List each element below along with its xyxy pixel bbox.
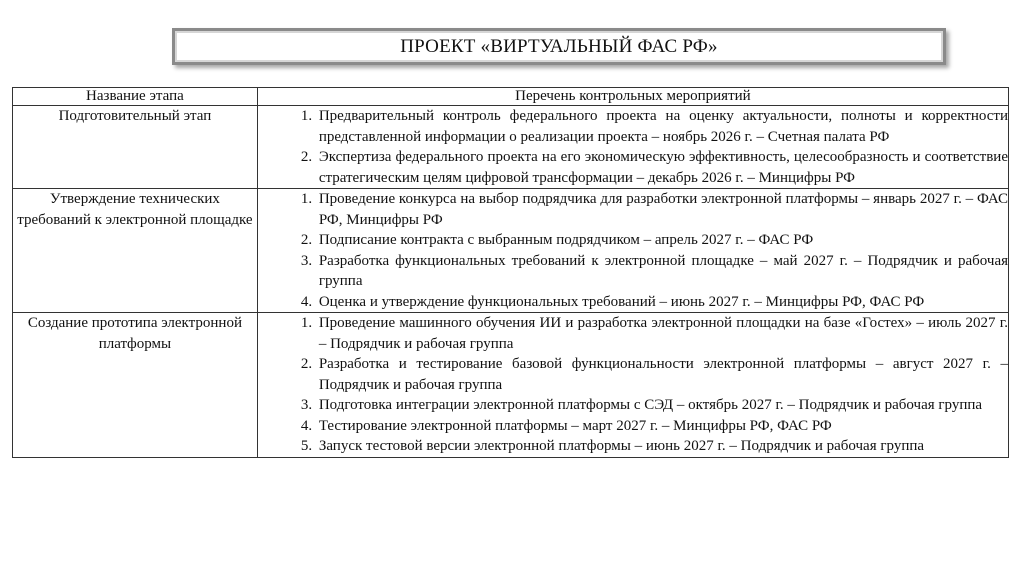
stages-table: [12, 87, 1009, 458]
list-item: 2. Разработка и тестирование базовой функциональности электронной платформы – август 2027 г. – Подрядчик и рабочая группа: [316, 354, 1008, 395]
page-title: ПРОЕКТ «ВИРТУАЛЬНЫЙ ФАС РФ»: [400, 35, 718, 57]
list-item: 5. Запуск тестовой версии электронной платформы – июнь 2027 г. – Подрядчик и рабочая группа: [316, 436, 1008, 457]
table-row: [13, 313, 1009, 458]
list-item: 3. Разработка функциональных требований к электронной площадке – май 2027 г. – Подрядчик и рабочая группа: [316, 251, 1008, 292]
column-header-activities: Перечень контрольных мероприятий: [257, 88, 1008, 106]
list-item: 2. Подписание контракта с выбранным подрядчиком – апрель 2027 г. – ФАС РФ: [316, 230, 1008, 251]
activities-list: [258, 106, 1008, 188]
list-item: 1. Проведение машинного обучения ИИ и разработка электронной площадки на базе «Гостех» – июль 2027 г. – Подрядчик и рабочая группа: [316, 313, 1008, 354]
activities-cell: [257, 106, 1008, 189]
activities-list: [258, 313, 1008, 457]
list-item: 4. Оценка и утверждение функциональных требований – июнь 2027 г. – Минцифры РФ, ФАС РФ: [316, 292, 1008, 313]
activities-cell: [257, 189, 1008, 313]
table-row: [13, 106, 1009, 189]
title-banner: [172, 28, 946, 65]
stage-name: Утверждение технических требований к электронной площадке: [13, 189, 258, 313]
list-item: 1. Предварительный контроль федерального проекта на оценку актуальности, полноты и корректности представленной информации о реализации проекта – ноябрь 2026 г. – Счетная палата РФ: [316, 106, 1008, 147]
table-row: [13, 189, 1009, 313]
activities-list: [258, 189, 1008, 312]
activities-cell: [257, 313, 1008, 458]
stage-name: Подготовительный этап: [13, 106, 258, 189]
stage-name: Создание прототипа электронной платформы: [13, 313, 258, 458]
list-item: 2. Экспертиза федерального проекта на его экономическую эффективность, целесообразность и соответствие стратегическим целям цифровой трансформации – декабрь 2026 г. – Минцифры РФ: [316, 147, 1008, 188]
list-item: 4. Тестирование электронной платформы – март 2027 г. – Минцифры РФ, ФАС РФ: [316, 416, 1008, 437]
list-item: 1. Проведение конкурса на выбор подрядчика для разработки электронной платформы – январь 2027 г. – ФАС РФ, Минцифры РФ: [316, 189, 1008, 230]
table-header-row: [13, 88, 1009, 106]
column-header-stage: Название этапа: [13, 88, 258, 106]
list-item: 3. Подготовка интеграции электронной платформы с СЭД – октябрь 2027 г. – Подрядчик и рабочая группа: [316, 395, 1008, 416]
